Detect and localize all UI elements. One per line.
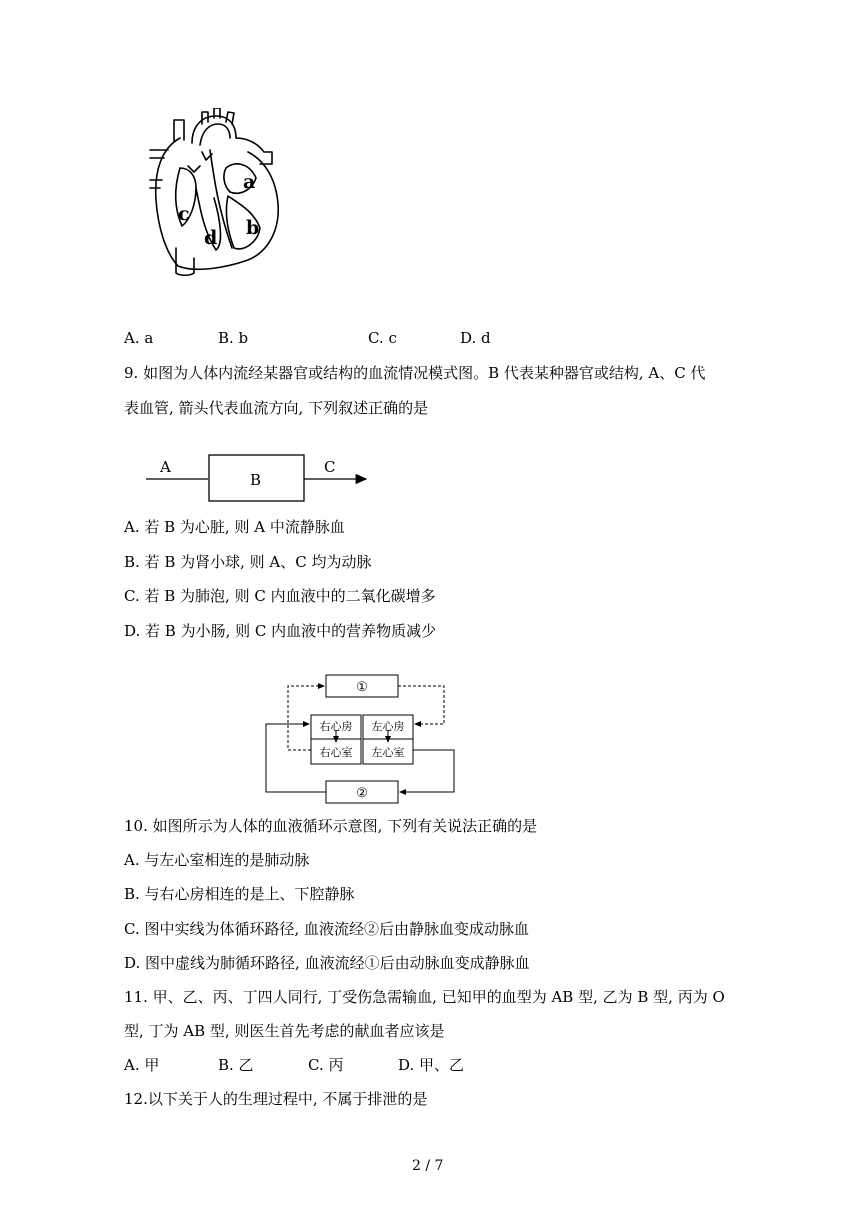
q10-stem: 10. 如图所示为人体的血液循环示意图, 下列有关说法正确的是 [124,817,538,835]
q10-box-2: ② [356,786,368,801]
q10-right-ventricle: 右心室 [319,746,353,759]
q10-box-1: ① [356,680,368,695]
heart-label-a: a [243,171,256,193]
q9-stem-line1: 9. 如图为人体内流经某器官或结构的血流情况模式图。B 代表某种器官或结构, A、C 代 [124,364,706,382]
q8-option-b: B. b [218,329,249,347]
q9-flow-diagram [140,448,380,508]
q10-left-ventricle: 左心室 [371,746,405,759]
q9-option-c: C. 若 B 为肺泡, 则 C 内血液中的二氧化碳增多 [124,587,436,605]
q11-option-d: D. 甲、乙 [398,1056,465,1074]
q11-stem-line1: 11. 甲、乙、丙、丁四人同行, 丁受伤急需输血, 已知甲的血型为 AB 型, 乙为 B 型, 丙为 O [124,988,725,1006]
q8-option-c: C. c [368,329,397,347]
q11-option-b: B. 乙 [218,1056,254,1074]
heart-label-b: b [246,217,260,239]
q10-circulation-diagram [260,670,460,808]
q10-right-atrium: 右心房 [319,720,353,733]
q10-option-a: A. 与左心室相连的是肺动脉 [124,851,310,869]
q9-label-a: A [160,458,171,476]
q12-stem: 12.以下关于人的生理过程中, 不属于排泄的是 [124,1090,428,1108]
q11-option-a: A. 甲 [124,1056,160,1074]
q9-label-b: B [250,471,262,489]
q11-stem-line2: 型, 丁为 AB 型, 则医生首先考虑的献血者应该是 [124,1022,445,1040]
q9-label-c: C [324,458,336,476]
q10-option-b: B. 与右心房相连的是上、下腔静脉 [124,885,355,903]
q10-option-c: C. 图中实线为体循环路径, 血液流经②后由静脉血变成动脉血 [124,920,530,938]
page-number: 2 / 7 [412,1158,444,1174]
heart-label-c: c [178,203,190,225]
heart-diagram [140,108,290,283]
q10-left-atrium: 左心房 [371,720,405,733]
q9-option-d: D. 若 B 为小肠, 则 C 内血液中的营养物质减少 [124,622,437,640]
q9-option-b: B. 若 B 为肾小球, 则 A、C 均为动脉 [124,553,372,571]
q11-option-c: C. 丙 [308,1056,344,1074]
q9-option-a: A. 若 B 为心脏, 则 A 中流静脉血 [124,518,345,536]
q8-option-d: D. d [460,329,491,347]
q9-stem-line2: 表血管, 箭头代表血流方向, 下列叙述正确的是 [124,399,429,417]
q10-option-d: D. 图中虚线为肺循环路径, 血液流经①后由动脉血变成静脉血 [124,954,530,972]
heart-label-d: d [204,227,218,249]
q8-option-a: A. a [124,329,154,347]
